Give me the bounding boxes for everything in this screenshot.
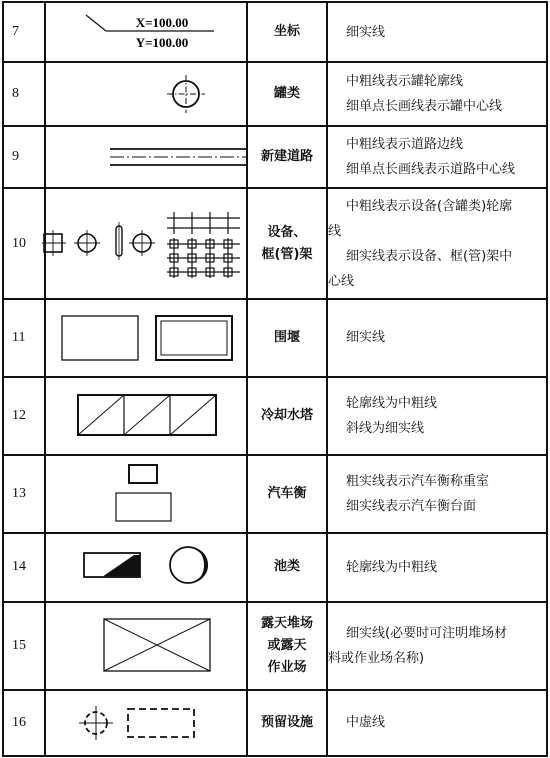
table-row [3, 690, 547, 756]
symbol-name: 汽车衡 [247, 455, 327, 533]
open-yard-symbol-cell [45, 602, 247, 690]
reserved-facility-symbol-cell [45, 690, 247, 756]
table-row [3, 188, 547, 298]
open-yard-symbol-icon [46, 613, 246, 679]
symbol-name: 设备、 框(管)架 [247, 188, 327, 298]
table-row [3, 2, 547, 62]
table-row [3, 126, 547, 188]
row-number: 7 [3, 2, 45, 62]
table-row [3, 455, 547, 533]
tank-symbol-icon [46, 64, 246, 124]
symbol-name: 新建道路 [247, 126, 327, 188]
symbol-legend-table [2, 1, 548, 757]
table-row [3, 602, 547, 690]
truck-scale-symbol-cell [45, 455, 247, 533]
table-row [3, 533, 547, 601]
cofferdam-symbol-cell [45, 299, 247, 377]
row-number: 9 [3, 126, 45, 188]
symbol-name: 池类 [247, 533, 327, 601]
symbol-description: 中粗线表示道路边线 细单点长画线表示道路中心线 [327, 126, 547, 188]
symbol-name: 预留设施 [247, 690, 327, 756]
symbol-description: 粗实线表示汽车衡称重室 细实线表示汽车衡台面 [327, 455, 547, 533]
symbol-description: 轮廓线为中粗线 斜线为细实线 [327, 377, 547, 455]
row-number: 15 [3, 602, 45, 690]
equipment-frame-symbol-icon [42, 204, 252, 284]
row-number: 10 [3, 188, 45, 298]
cooling-tower-symbol-icon [46, 391, 246, 441]
truck-scale-symbol-icon [46, 461, 246, 527]
row-number: 12 [3, 377, 45, 455]
coordinate-symbol-icon [46, 3, 246, 61]
symbol-description: 轮廓线为中粗线 [327, 533, 547, 601]
symbol-description: 细实线(必要时可注明堆场材 料或作业场名称) [327, 602, 547, 690]
coordinate-symbol-cell [45, 2, 247, 62]
coordinate-x-label: X=100.00 [135, 15, 189, 31]
symbol-description: 细实线 [327, 2, 547, 62]
equipment-frame-symbol-cell [45, 188, 247, 298]
row-number: 11 [3, 299, 45, 377]
cofferdam-symbol-icon [46, 310, 246, 366]
table-row [3, 377, 547, 455]
coordinate-y-label: Y=100.00 [135, 35, 189, 51]
symbol-description: 细实线 [327, 299, 547, 377]
row-number: 8 [3, 62, 45, 126]
symbol-description: 中粗线表示罐轮廓线 细单点长画线表示罐中心线 [327, 62, 547, 126]
symbol-name: 坐标 [247, 2, 327, 62]
tank-symbol-cell [45, 62, 247, 126]
symbol-description: 中粗线表示设备(含罐类)轮廓 线 细实线表示设备、框(管)架中 心线 [327, 188, 547, 298]
row-number: 16 [3, 690, 45, 756]
table-row [3, 62, 547, 126]
reserved-facility-symbol-icon [46, 699, 246, 747]
symbol-name: 围堰 [247, 299, 327, 377]
pool-symbol-icon [46, 543, 246, 591]
symbol-name: 露天堆场 或露天 作业场 [247, 602, 327, 690]
symbol-name: 冷却水塔 [247, 377, 327, 455]
row-number: 13 [3, 455, 45, 533]
symbol-name: 罐类 [247, 62, 327, 126]
table-row [3, 299, 547, 377]
cooling-tower-symbol-cell [45, 377, 247, 455]
pool-symbol-cell [45, 533, 247, 601]
new-road-symbol-icon [46, 137, 246, 177]
row-number: 14 [3, 533, 45, 601]
new-road-symbol-cell [45, 126, 247, 188]
symbol-description: 中虚线 [327, 690, 547, 756]
